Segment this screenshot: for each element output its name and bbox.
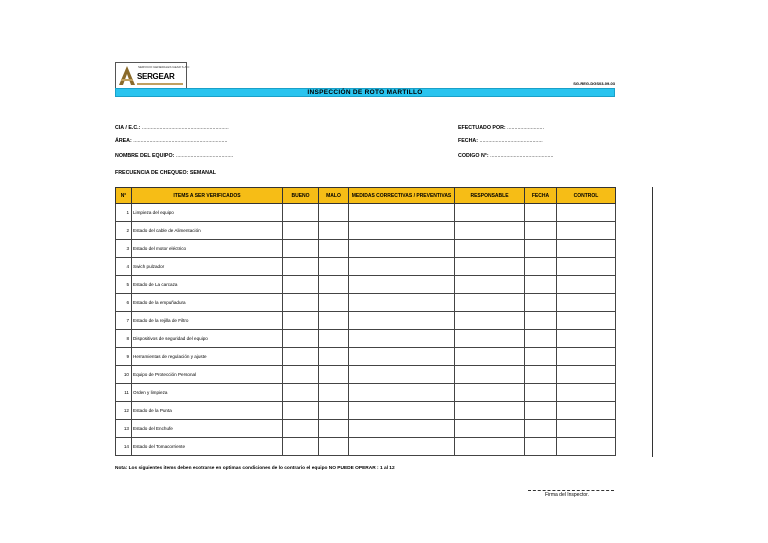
row-item: Equipo de Protección Personal [132, 366, 283, 384]
fecha-value: ........................................... [479, 138, 543, 144]
fecha-cell[interactable] [525, 240, 557, 258]
row-number: 2 [116, 222, 132, 240]
fecha-cell[interactable] [525, 294, 557, 312]
fecha-cell[interactable] [525, 366, 557, 384]
control-cell[interactable] [557, 240, 616, 258]
title-bar [115, 88, 615, 97]
row-item: Limpieza del equipo [132, 204, 283, 222]
fecha-cell[interactable] [525, 384, 557, 402]
medidas-cell[interactable] [349, 276, 455, 294]
col-header-fecha: FECHA [525, 188, 557, 204]
row-number: 10 [116, 366, 132, 384]
table-row [116, 330, 616, 348]
row-item: Herramientas de regulación y ajuste [132, 348, 283, 366]
codigo-label: CODIGO N°: [458, 153, 489, 159]
row-item: Estado del Tomacorriente [132, 438, 283, 456]
fecha-field [458, 138, 543, 144]
malo-cell[interactable] [319, 366, 349, 384]
equipo-label: NOMBRE DEL EQUIPO: [115, 153, 175, 159]
medidas-cell[interactable] [349, 384, 455, 402]
fecha-cell[interactable] [525, 204, 557, 222]
row-number: 5 [116, 276, 132, 294]
table-row [116, 276, 616, 294]
responsable-cell[interactable] [455, 312, 525, 330]
table-header-row [116, 188, 616, 204]
fecha-cell[interactable] [525, 348, 557, 366]
row-item: Estado de la Punta [132, 402, 283, 420]
efectuado-label: EFECTUADO POR: [458, 125, 506, 131]
row-item: Dispositivos de seguridad del equipo [132, 330, 283, 348]
fecha-cell[interactable] [525, 276, 557, 294]
medidas-cell[interactable] [349, 438, 455, 456]
codigo-field [458, 153, 553, 159]
medidas-cell[interactable] [349, 240, 455, 258]
col-header-responsable: RESPONSABLE [455, 188, 525, 204]
fecha-cell[interactable] [525, 330, 557, 348]
bueno-cell[interactable] [283, 312, 319, 330]
malo-cell[interactable] [319, 222, 349, 240]
row-number: 14 [116, 438, 132, 456]
signature-line [528, 490, 614, 491]
responsable-cell[interactable] [455, 294, 525, 312]
table-row [116, 312, 616, 330]
malo-cell[interactable] [319, 402, 349, 420]
row-number: 4 [116, 258, 132, 276]
bueno-cell[interactable] [283, 348, 319, 366]
malo-cell[interactable] [319, 240, 349, 258]
col-header-bueno: BUENO [283, 188, 319, 204]
row-number: 12 [116, 402, 132, 420]
control-cell[interactable] [557, 438, 616, 456]
inspection-table [115, 187, 616, 456]
malo-cell[interactable] [319, 204, 349, 222]
malo-cell[interactable] [319, 276, 349, 294]
cia-value: ........................................................... [141, 125, 229, 131]
company-logo [115, 62, 190, 90]
malo-cell[interactable] [319, 294, 349, 312]
medidas-cell[interactable] [349, 222, 455, 240]
malo-cell[interactable] [319, 330, 349, 348]
col-header-control: CONTROL [557, 188, 616, 204]
responsable-cell[interactable] [455, 222, 525, 240]
signature-label: Firma del Inspector. [545, 492, 589, 498]
medidas-cell[interactable] [349, 330, 455, 348]
medidas-cell[interactable] [349, 366, 455, 384]
area-label: ÁREA: [115, 138, 132, 144]
frecuencia-text: FRECUENCIA DE CHEQUEO: SEMANAL [115, 170, 217, 176]
control-cell[interactable] [557, 384, 616, 402]
table-row [116, 240, 616, 258]
bueno-cell[interactable] [283, 402, 319, 420]
table-row [116, 366, 616, 384]
medidas-cell[interactable] [349, 294, 455, 312]
row-number: 11 [116, 384, 132, 402]
medidas-cell[interactable] [349, 402, 455, 420]
table-row [116, 384, 616, 402]
control-cell[interactable] [557, 258, 616, 276]
fecha-cell[interactable] [525, 312, 557, 330]
medidas-cell[interactable] [349, 204, 455, 222]
row-item: Estado de la empuñadura [132, 294, 283, 312]
row-item: Estado del Enchufe [132, 420, 283, 438]
cia-field [115, 125, 229, 131]
control-cell[interactable] [557, 312, 616, 330]
control-cell[interactable] [557, 276, 616, 294]
footer-note: Nota: Los siguientes items deben ecotrarse en optimas condiciones de lo contrario el equipo NO PUEDE OPERAR : 1 al 12 [115, 466, 395, 471]
table-row [116, 348, 616, 366]
col-header-items: ITEMS A SER VERIFICADOS [132, 188, 283, 204]
right-margin-line [652, 187, 653, 457]
bueno-cell[interactable] [283, 438, 319, 456]
logo-name: SERGEAR [137, 72, 175, 81]
fecha-cell[interactable] [525, 222, 557, 240]
table-row [116, 402, 616, 420]
responsable-cell[interactable] [455, 330, 525, 348]
medidas-cell[interactable] [349, 348, 455, 366]
row-number: 1 [116, 204, 132, 222]
row-number: 8 [116, 330, 132, 348]
malo-cell[interactable] [319, 348, 349, 366]
responsable-cell[interactable] [455, 276, 525, 294]
col-header-medidas: MEDIDAS CORRECTIVAS / PREVENTIVAS [349, 188, 455, 204]
col-header-malo: MALO [319, 188, 349, 204]
control-cell[interactable] [557, 330, 616, 348]
bueno-cell[interactable] [283, 276, 319, 294]
malo-cell[interactable] [319, 384, 349, 402]
page-title: INSPECCIÓN DE ROTO MARTILLO [307, 89, 423, 96]
responsable-cell[interactable] [455, 384, 525, 402]
fecha-cell[interactable] [525, 420, 557, 438]
fecha-label: FECHA: [458, 138, 479, 144]
fecha-cell[interactable] [525, 438, 557, 456]
row-item: Estado del motor eléctrico [132, 240, 283, 258]
bueno-cell[interactable] [283, 204, 319, 222]
row-item: Estado de la rejilla de Filtro [132, 312, 283, 330]
equipo-value: ....................................... [175, 153, 234, 159]
row-number: 13 [116, 420, 132, 438]
row-item: Swich pulzador [132, 258, 283, 276]
row-item: Estado del cable de Alimentación [132, 222, 283, 240]
malo-cell[interactable] [319, 438, 349, 456]
bueno-cell[interactable] [283, 240, 319, 258]
table-row [116, 258, 616, 276]
bueno-cell[interactable] [283, 294, 319, 312]
responsable-cell[interactable] [455, 402, 525, 420]
medidas-cell[interactable] [349, 258, 455, 276]
fecha-cell[interactable] [525, 402, 557, 420]
bueno-cell[interactable] [283, 366, 319, 384]
table-row [116, 222, 616, 240]
table-row [116, 294, 616, 312]
control-cell[interactable] [557, 204, 616, 222]
control-cell[interactable] [557, 420, 616, 438]
codigo-value: ........................................... [490, 153, 554, 159]
control-cell[interactable] [557, 348, 616, 366]
responsable-cell[interactable] [455, 204, 525, 222]
row-item: Orden y limpieza [132, 384, 283, 402]
row-number: 6 [116, 294, 132, 312]
logo-underline [137, 83, 183, 85]
logo-tagline: SERVICIO GENERALES GEAR S.A.C [138, 65, 190, 69]
efectuado-value: ......................... [507, 125, 544, 131]
bueno-cell[interactable] [283, 420, 319, 438]
area-field [115, 138, 227, 144]
row-item: Estado de La carcaza [132, 276, 283, 294]
cia-label: CIA / E.C.: [115, 125, 141, 131]
efectuado-field [458, 125, 544, 131]
bueno-cell[interactable] [283, 330, 319, 348]
bueno-cell[interactable] [283, 222, 319, 240]
control-cell[interactable] [557, 366, 616, 384]
logo-emblem-icon [118, 65, 136, 86]
control-cell[interactable] [557, 222, 616, 240]
table-row [116, 438, 616, 456]
equipo-field [115, 153, 233, 159]
responsable-cell[interactable] [455, 438, 525, 456]
row-number: 9 [116, 348, 132, 366]
area-value: ................................................................ [133, 138, 228, 144]
responsable-cell[interactable] [455, 258, 525, 276]
medidas-cell[interactable] [349, 420, 455, 438]
row-number: 7 [116, 312, 132, 330]
malo-cell[interactable] [319, 258, 349, 276]
malo-cell[interactable] [319, 312, 349, 330]
control-cell[interactable] [557, 294, 616, 312]
row-number: 3 [116, 240, 132, 258]
responsable-cell[interactable] [455, 348, 525, 366]
table-row [116, 420, 616, 438]
table-row [116, 204, 616, 222]
bueno-cell[interactable] [283, 384, 319, 402]
responsable-cell[interactable] [455, 240, 525, 258]
malo-cell[interactable] [319, 420, 349, 438]
medidas-cell[interactable] [349, 312, 455, 330]
document-code: SG-REG-DGS03-09-03 [573, 81, 615, 86]
control-cell[interactable] [557, 402, 616, 420]
col-header-num: N° [116, 188, 132, 204]
responsable-cell[interactable] [455, 366, 525, 384]
bueno-cell[interactable] [283, 258, 319, 276]
responsable-cell[interactable] [455, 420, 525, 438]
fecha-cell[interactable] [525, 258, 557, 276]
